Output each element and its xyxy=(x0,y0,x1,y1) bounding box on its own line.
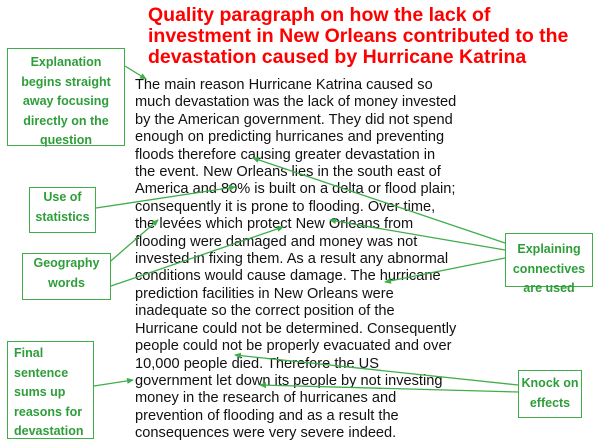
paragraph-line: The main reason Hurricane Katrina caused so xyxy=(135,77,433,93)
paragraph-line: much devastation was the lack of money invested xyxy=(135,94,457,111)
paragraph-line: invested in fixing them. As a result any abnormal xyxy=(135,251,449,268)
note-line: sentence xyxy=(14,365,69,380)
note-statistics xyxy=(29,187,96,233)
note-line: devastation xyxy=(14,424,84,439)
note-line: away focusing xyxy=(22,94,110,109)
arrow-explanation xyxy=(125,66,146,79)
note-line: effects xyxy=(529,395,571,410)
note-line: Final xyxy=(14,346,44,360)
paragraph-line: the event. New Orleans lies in the south east of xyxy=(135,164,441,181)
note-line: connectives xyxy=(512,261,586,276)
paragraph-line: America and 80% is built on a delta or flood plain; xyxy=(135,181,456,198)
paragraph-line: money in the research of hurricanes and xyxy=(135,390,397,407)
paragraph-line: enough on predicting hurricanes and preventing xyxy=(135,129,445,146)
note-connectives xyxy=(505,233,593,296)
arrow-geography-2 xyxy=(111,227,283,286)
paragraph-line: 10,000 people died. Therefore the US xyxy=(135,355,379,372)
note-line: reasons for xyxy=(14,404,83,419)
note-line: directly on the xyxy=(23,113,109,128)
note-line: Geography xyxy=(33,256,100,270)
paragraph-line: prevention of flooding and as a result the xyxy=(135,407,399,424)
arrow-statistics xyxy=(96,187,235,208)
paragraph-line: people could not be properly evacuated and over xyxy=(135,338,452,355)
note-line: begins straight xyxy=(21,74,111,89)
title-line: Quality paragraph on how the lack of xyxy=(148,4,491,26)
paragraph-line: government let down its people by not investing xyxy=(135,372,443,389)
note-knock-on xyxy=(518,370,582,418)
paragraph-line: by the American government. They did not spend xyxy=(135,111,453,128)
note-geography xyxy=(22,253,111,300)
paragraph-line: prediction facilities in New Orleans were xyxy=(135,285,394,302)
note-line: sums up xyxy=(14,385,66,400)
note-line: Explanation xyxy=(30,55,102,69)
paragraph-line: floods therefore causing greater devastation in xyxy=(135,146,436,163)
note-final-sentence xyxy=(7,341,94,439)
paragraph-line: inadequate so the correct position of the xyxy=(135,303,395,320)
paragraph-line: the levées which protect New Orleans from xyxy=(135,216,414,233)
paragraph-line: conditions would cause damage. The hurricane xyxy=(135,268,441,285)
note-explanation xyxy=(7,48,125,146)
paragraph-line: flooding were damaged and money was not xyxy=(135,233,418,250)
note-line: Use of xyxy=(43,190,82,204)
title-line: investment in New Orleans contributed to the xyxy=(148,25,569,47)
note-line: statistics xyxy=(35,209,90,224)
arrow-knockon-1 xyxy=(235,355,518,385)
note-line: Explaining xyxy=(517,242,581,256)
title-line: devastation caused by Hurricane Katrina xyxy=(148,46,527,68)
note-line: Knock on xyxy=(521,376,579,390)
arrow-geography-1 xyxy=(105,220,158,266)
arrow-knockon-2 xyxy=(260,385,518,392)
note-line: are used xyxy=(523,281,575,296)
note-line: question xyxy=(39,133,93,148)
arrow-connectives-3 xyxy=(385,258,505,282)
arrow-connectives-1 xyxy=(253,158,505,243)
paragraph-line: consequently it is prone to flooding. Over time, xyxy=(135,198,436,215)
arrow-connectives-2 xyxy=(330,220,505,250)
paragraph-line: consequences were very severe indeed. xyxy=(135,425,397,442)
paragraph-line: Hurricane could not be determined. Consequently xyxy=(135,320,457,337)
arrow-final xyxy=(94,380,133,386)
note-line: words xyxy=(48,275,85,290)
